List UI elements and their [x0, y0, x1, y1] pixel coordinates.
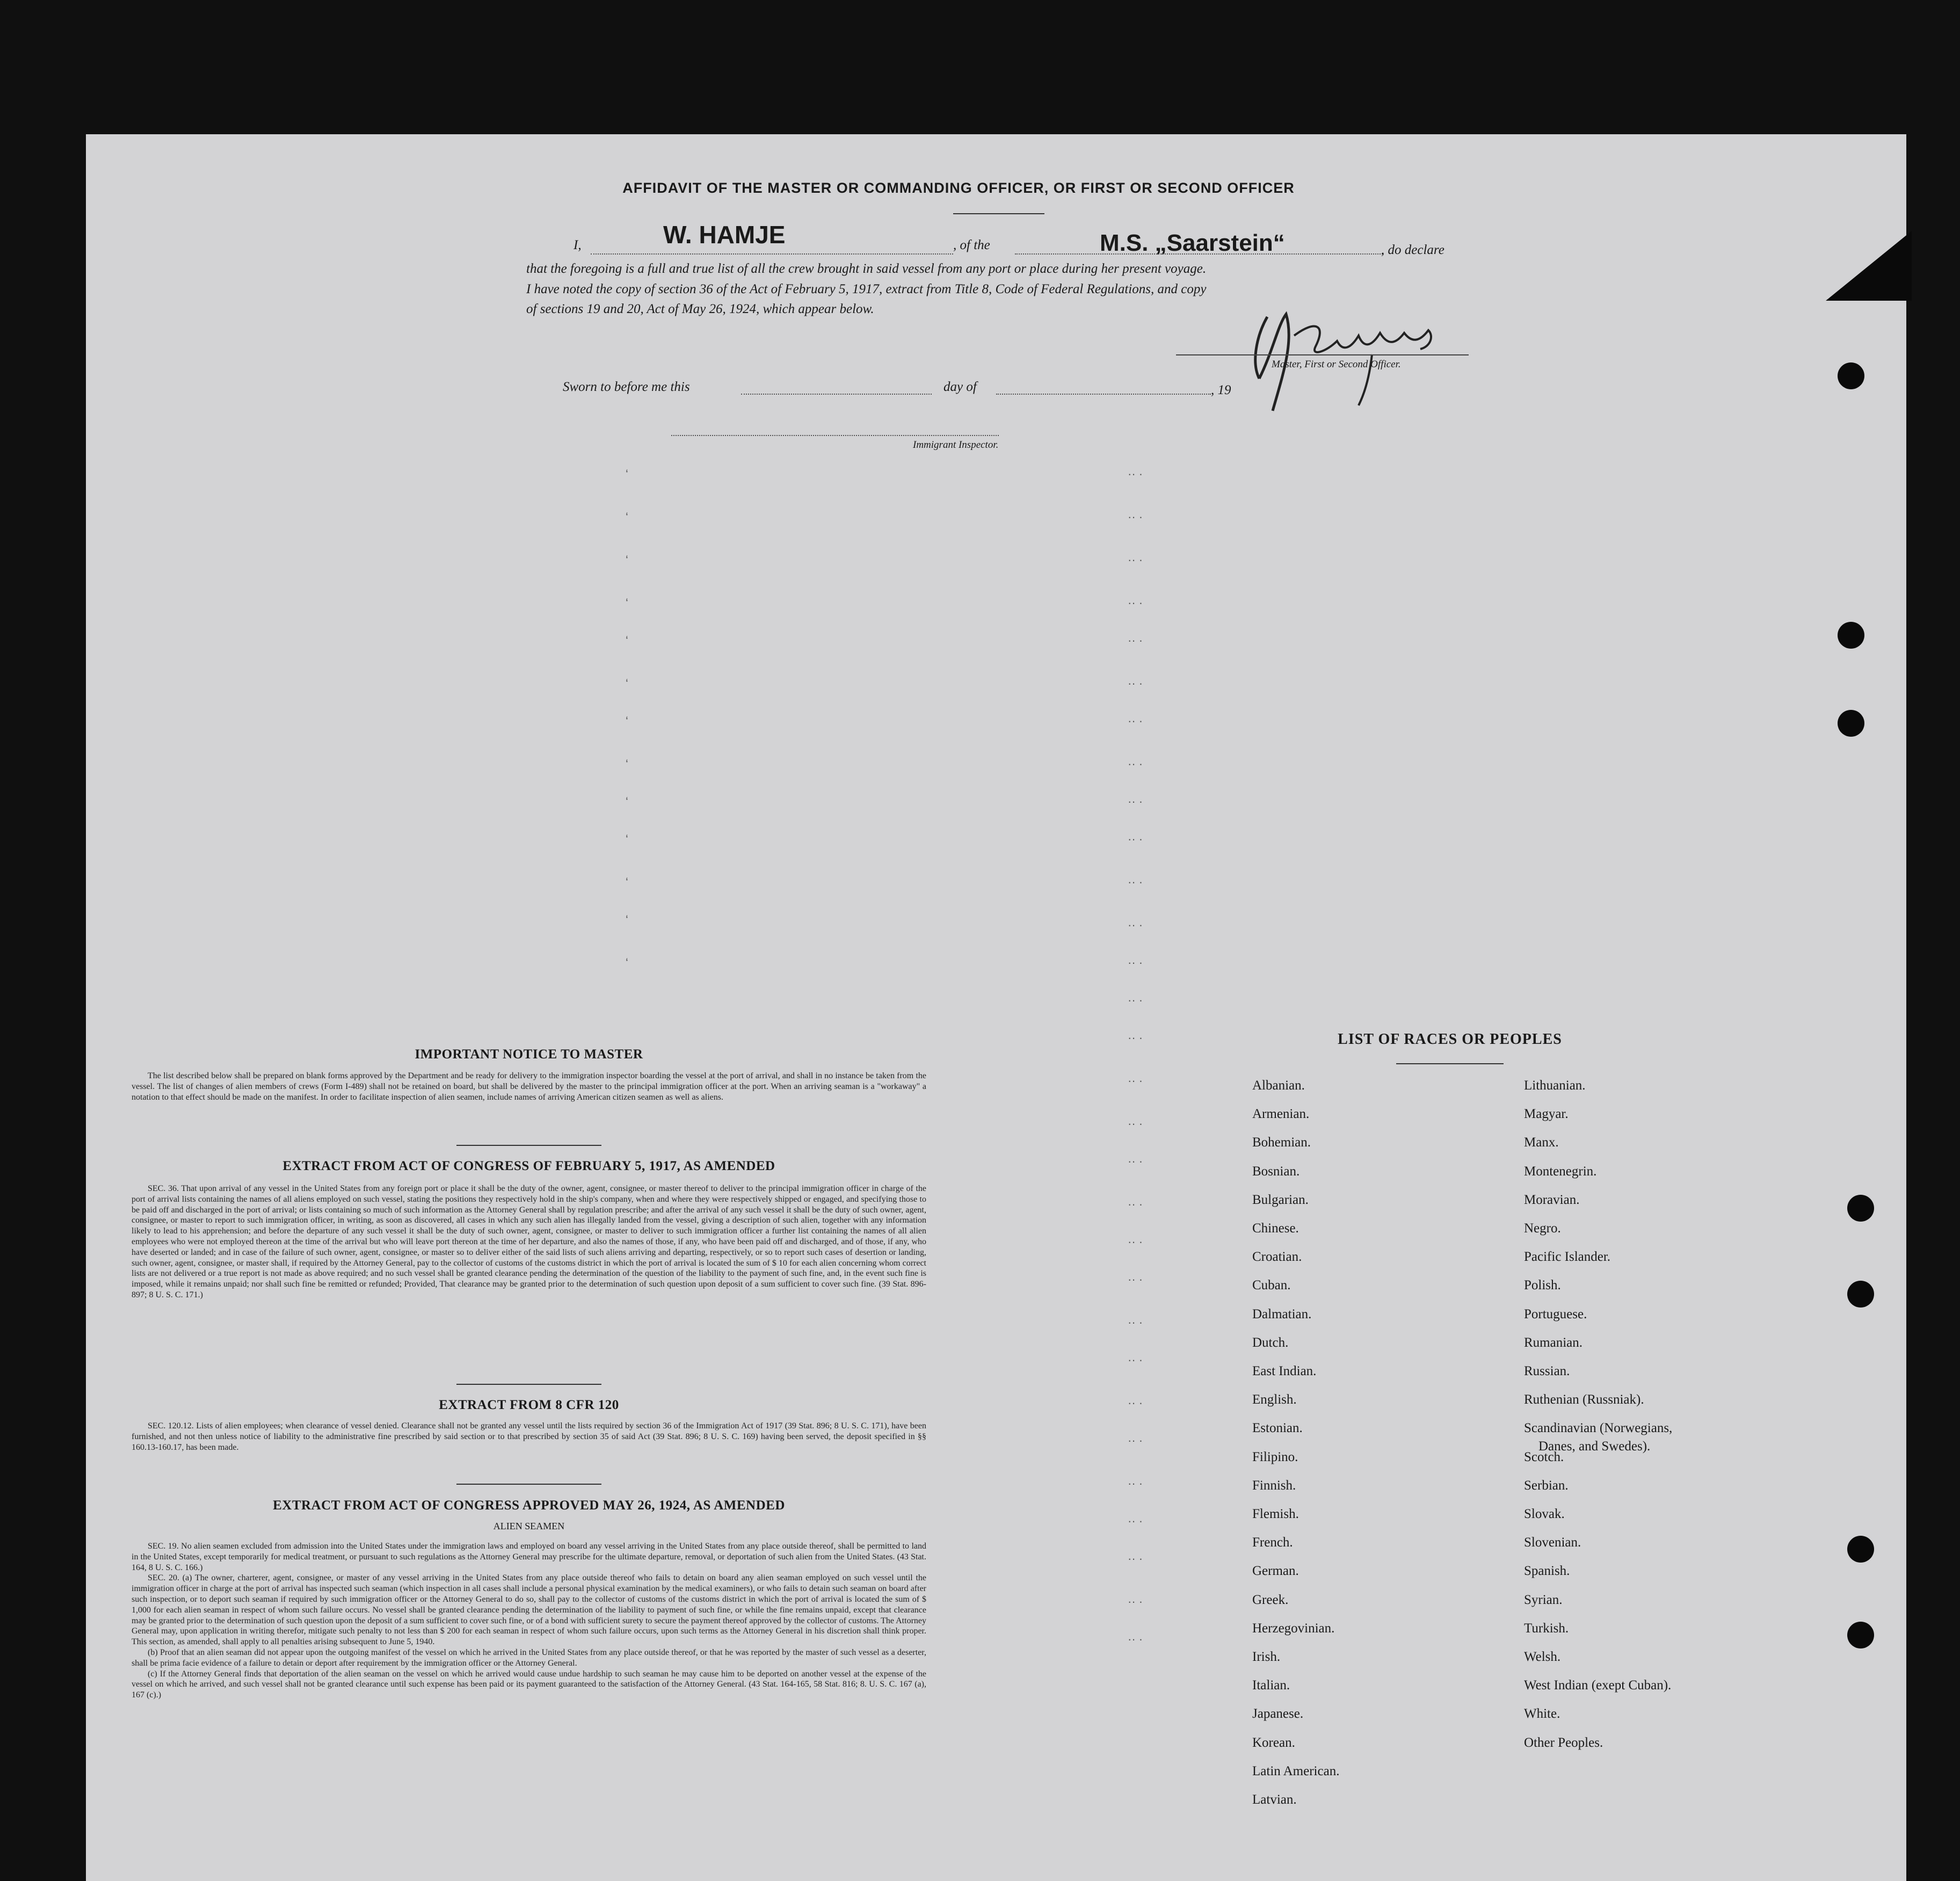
race-item: Negro.	[1524, 1221, 1561, 1236]
race-item: Spanish.	[1524, 1564, 1570, 1579]
punch-hole	[1847, 1195, 1874, 1222]
punch-hole	[1847, 1281, 1874, 1308]
race-item: Dalmatian.	[1252, 1306, 1312, 1321]
race-item: Polish.	[1524, 1278, 1561, 1293]
punch-hole	[1847, 1622, 1874, 1648]
officer-name: W. HAMJE	[663, 221, 786, 249]
race-item: Magyar.	[1524, 1107, 1569, 1122]
extract-1924-paragraph: (c) If the Attorney General finds that deportation of the alien seaman on the vessel on which he arrived would cause undue hardship to such seaman he may cause him to be deported on another vessel at the expense of the vessel on which he arrived, and such vessel shall not be granted clearance until such expense has been paid or its payment guaranteed to the satisfaction of the Attorney General. (43 Stat. 164-165, 58 Stat. 816; 8. U. S. C. 167 (a), 167 (c).)	[132, 1669, 926, 1700]
torn-corner	[1826, 231, 1912, 301]
race-item: Scotch.	[1524, 1449, 1564, 1464]
race-item: Pacific Islander.	[1524, 1250, 1611, 1265]
race-item: Chinese.	[1252, 1221, 1299, 1236]
sworn-label: Sworn to before me this	[563, 380, 690, 394]
extract-cfr-text	[132, 1421, 926, 1452]
section-rule	[456, 1145, 601, 1146]
punch-hole	[1838, 622, 1864, 649]
race-item: Other Peoples.	[1524, 1735, 1603, 1750]
race-item: Flemish.	[1252, 1507, 1299, 1521]
notice-heading: IMPORTANT NOTICE TO MASTER	[415, 1047, 643, 1062]
notice-paragraph: The list described below shall be prepared on blank forms approved by the Department and be ready for delivery to the immigration inspector boarding the vessel at the port of arrival, and shall in no instance be taken from the vessel. The list of changes of alien members of crews (Form I-489) shall not be retained on board, but shall be delivered by the master to the principal immigration officer at the port. When an arriving seaman is a "workaway" a notation to that effect should be made on the manifest. In order to facilitate inspection of alien seamen, include names of arriving American citizen seamen as well as aliens.	[132, 1071, 926, 1102]
race-item: Danes, and Swedes).	[1538, 1439, 1651, 1454]
race-item: White.	[1524, 1706, 1560, 1722]
year-prefix: , 19	[1211, 383, 1231, 397]
race-item: Welsh.	[1524, 1650, 1561, 1664]
race-item: Korean.	[1252, 1735, 1295, 1750]
extract-cfr-heading: EXTRACT FROM 8 CFR 120	[439, 1398, 619, 1412]
vessel-line	[1015, 253, 1383, 255]
signature-caption: Master, First or Second Officer.	[1272, 359, 1401, 370]
declaration-line-3: I have noted the copy of section 36 of the Act of February 5, 1917, extract from Title 8, Code of Federal Regulations, and copy	[526, 282, 1207, 296]
sworn-day-line	[741, 394, 932, 395]
do-declare-label: , do declare	[1381, 243, 1444, 257]
race-item: Slovenian.	[1524, 1535, 1581, 1550]
race-item: Turkish.	[1524, 1621, 1569, 1636]
race-item: Estonian.	[1252, 1421, 1303, 1436]
title-rule	[953, 213, 1044, 214]
extract-1917-text	[132, 1183, 926, 1301]
name-line	[591, 253, 953, 255]
race-item: East Indian.	[1252, 1364, 1317, 1378]
race-item: Japanese.	[1252, 1706, 1304, 1722]
race-item: Slovak.	[1524, 1507, 1565, 1521]
affidavit-title: AFFIDAVIT OF THE MASTER OR COMMANDING OFFICER, OR FIRST OR SECOND OFFICER	[622, 180, 1295, 196]
race-item: Bulgarian.	[1252, 1192, 1309, 1207]
punch-hole	[1838, 362, 1864, 389]
vessel-name: M.S. „Saarstein“	[1100, 230, 1285, 256]
race-item: French.	[1252, 1535, 1293, 1550]
extract-1917-heading: EXTRACT FROM ACT OF CONGRESS OF FEBRUARY 5, 1917, AS AMENDED	[282, 1159, 775, 1173]
race-item: Lithuanian.	[1524, 1078, 1586, 1093]
extract-1924-subheading: ALIEN SEAMEN	[493, 1521, 565, 1531]
punch-hole	[1847, 1536, 1874, 1563]
extract-1924-heading: EXTRACT FROM ACT OF CONGRESS APPROVED MAY 26, 1924, AS AMENDED	[273, 1498, 785, 1513]
section-rule	[456, 1384, 601, 1385]
race-item: Rumanian.	[1524, 1335, 1583, 1350]
day-of-label: day of	[943, 380, 977, 394]
sworn-month-line	[996, 394, 1211, 395]
inspector-caption: Immigrant Inspector.	[913, 439, 999, 451]
race-item: Moravian.	[1524, 1192, 1580, 1207]
race-item: Armenian.	[1252, 1107, 1310, 1122]
race-item: Finnish.	[1252, 1478, 1296, 1493]
declaration-line-2: that the foregoing is a full and true list of all the crew brought in said vessel from any port or place during her present voyage.	[526, 262, 1207, 276]
inspector-line	[671, 435, 999, 436]
section-rule	[456, 1484, 601, 1485]
extract-1917-paragraph: SEC. 36. That upon arrival of any vessel in the United States from any foreign port or place it shall be the duty of the owner, agent, consignee, or master thereof to deliver to the principal immigration officer in charge of the port of arrival lists containing the names of all aliens employed on such vessel, stating the positions they respectively hold in the ship's company, when and where they were respectively shipped or engaged, and specifying those to be paid off and discharged in the port of arrival; or lists containing so much of such information as the Attorney General shall by regulation prescribe; and after the arrival of any such vessel it shall be the duty of such owner, agent, consignee, or master to report to such immigration officer, in writing, as soon as discovered, all cases in which any such alien has illegally landed from the vessel, giving a description of such alien, together with any information likely to lead to his apprehension; and before the departure of any such vessel it shall be the duty of such owner, agent, consignee, or master to deliver to such immigration officer a further list containing the names of all alien employees who were not employed thereon at the time of the arrival but who will leave port thereon at the time of her departure, and also the names of those, if any, who have been paid off and discharged, and of those, if any, who have deserted or landed; and in case of the failure of such owner, agent, consignee, or master so to deliver either of the said lists of such aliens arriving and departing, respectively, or so to report such cases of desertion or landing, such owner, agent, consignee, or master shall, if required by the Attorney General, pay to the collector of customs of the customs district in which the port of arrival is located the sum of $ 10 for each alien concerning whom correct lists are not delivered or a true report is not made as above required; and no such vessel shall be granted clearance pending the determination of the question of the liability to the payment of such fine, and, in the event such fine is imposed, while it remains unpaid; nor shall such fine be remitted or refunded; Provided, That clearance may be granted prior to the determination of such question upon deposit of a sum sufficient to cover such fine. (39 Stat. 896-897; 8 U. S. C. 171.)	[132, 1184, 926, 1299]
punch-hole	[1838, 710, 1864, 737]
notice-text	[132, 1071, 926, 1102]
race-item: Cuban.	[1252, 1278, 1291, 1293]
race-item: Scandinavian (Norwegians,	[1524, 1421, 1673, 1436]
race-item: West Indian (exept Cuban).	[1524, 1678, 1672, 1693]
races-heading: LIST OF RACES OR PEOPLES	[1338, 1031, 1562, 1048]
race-item: Latin American.	[1252, 1763, 1340, 1778]
race-item: Portuguese.	[1524, 1306, 1587, 1321]
race-item: Serbian.	[1524, 1478, 1569, 1493]
race-item: Herzegovinian.	[1252, 1621, 1335, 1636]
race-item: Bosnian.	[1252, 1164, 1300, 1179]
signature-line	[1176, 354, 1469, 355]
i-label: I,	[574, 238, 582, 252]
race-item: Syrian.	[1524, 1592, 1563, 1607]
race-item: Greek.	[1252, 1592, 1289, 1607]
races-rule	[1396, 1063, 1504, 1064]
of-the-label: , of the	[953, 238, 990, 252]
extract-1924-paragraph: SEC. 20. (a) The owner, charterer, agent, consignee, or master of any vessel arriving in the United States from any place outside thereof who fails to detain on board any alien seaman employed on such vessel until the immigration officer in charge at the port of arrival has inspected such seaman (which inspection in all cases shall include a personal physical examination by the medical examiners), or who fails to detain such seaman on board after such inspection, or to deport such seaman if required by such immigration officer or the Attorney General to do so, shall pay to the collector of customs of the customs district in which the port of arrival is located the sum of $ 1,000 for each alien seaman in respect of whom such failure occurs. No vessel shall be granted clearance pending the determination of the liability to payment of such fine, or while the fine remains unpaid, except that clearance may be granted prior to the determination of such question upon the deposit of a sum sufficient to cover such fine, or of a bond with sufficient surety to secure the payment thereof approved by the collector of customs. The Attorney General may, upon application in writing therefor, mitigate such penalty to not less than $ 200 for each seaman in respect of whom such failure occurs, upon such terms as the Attorney General in his discretion shall think proper. This section, as amended, shall apply to all penalties arising subsequent to June 5, 1940.	[132, 1573, 926, 1647]
extract-cfr-paragraph: SEC. 120.12. Lists of alien employees; when clearance of vessel denied. Clearance shall not be granted any vessel until the lists required by section 36 of the Immigration Act of 1917 (39 Stat. 896; 8 U. S. C. 171), have been furnished, and not then unless notice of liability to the administrative fine prescribed by said section or to that prescribed by section 35 of said Act (39 Stat. 896; 8 U. S. C. 169) having been served, the deposit specified in §§ 160.13-160.17, has been made.	[132, 1421, 926, 1452]
extract-1924-text	[132, 1541, 926, 1701]
race-item: Italian.	[1252, 1678, 1290, 1693]
race-item: Filipino.	[1252, 1449, 1298, 1464]
extract-1924-paragraph: SEC. 19. No alien seamen excluded from admission into the United States under the immigration laws and employed on board any vessel arriving in the United States from any place outside thereof, shall be permitted to land in the United States, except temporarily for medical treatment, or pursuant to such regulations as the Attorney General may prescribe for the ultimate departure, removal, or deportation of such alien from the United States. (43 Stat. 164, 8 U. S. C. 166.)	[132, 1542, 926, 1572]
race-item: Russian.	[1524, 1364, 1570, 1378]
race-item: Bohemian.	[1252, 1135, 1311, 1150]
race-item: Albanian.	[1252, 1078, 1305, 1093]
extract-1924-paragraph: (b) Proof that an alien seaman did not appear upon the outgoing manifest of the vessel on which he arrived in the United States from any place outside thereof, or that he was reported by the master of such vessel as a deserter, shall be prima facie evidence of a failure to detain or deport after requirement by the immigration officer or the Attorney General.	[132, 1647, 926, 1668]
race-item: Manx.	[1524, 1135, 1559, 1150]
race-item: Montenegrin.	[1524, 1164, 1597, 1179]
race-item: German.	[1252, 1564, 1299, 1579]
declaration-line-4: of sections 19 and 20, Act of May 26, 1924, which appear below.	[526, 302, 874, 316]
race-item: Irish.	[1252, 1650, 1281, 1664]
race-item: Dutch.	[1252, 1335, 1289, 1350]
race-item: Croatian.	[1252, 1250, 1302, 1265]
race-item: Latvian.	[1252, 1792, 1297, 1807]
race-item: English.	[1252, 1392, 1297, 1407]
race-item: Ruthenian (Russniak).	[1524, 1392, 1644, 1407]
